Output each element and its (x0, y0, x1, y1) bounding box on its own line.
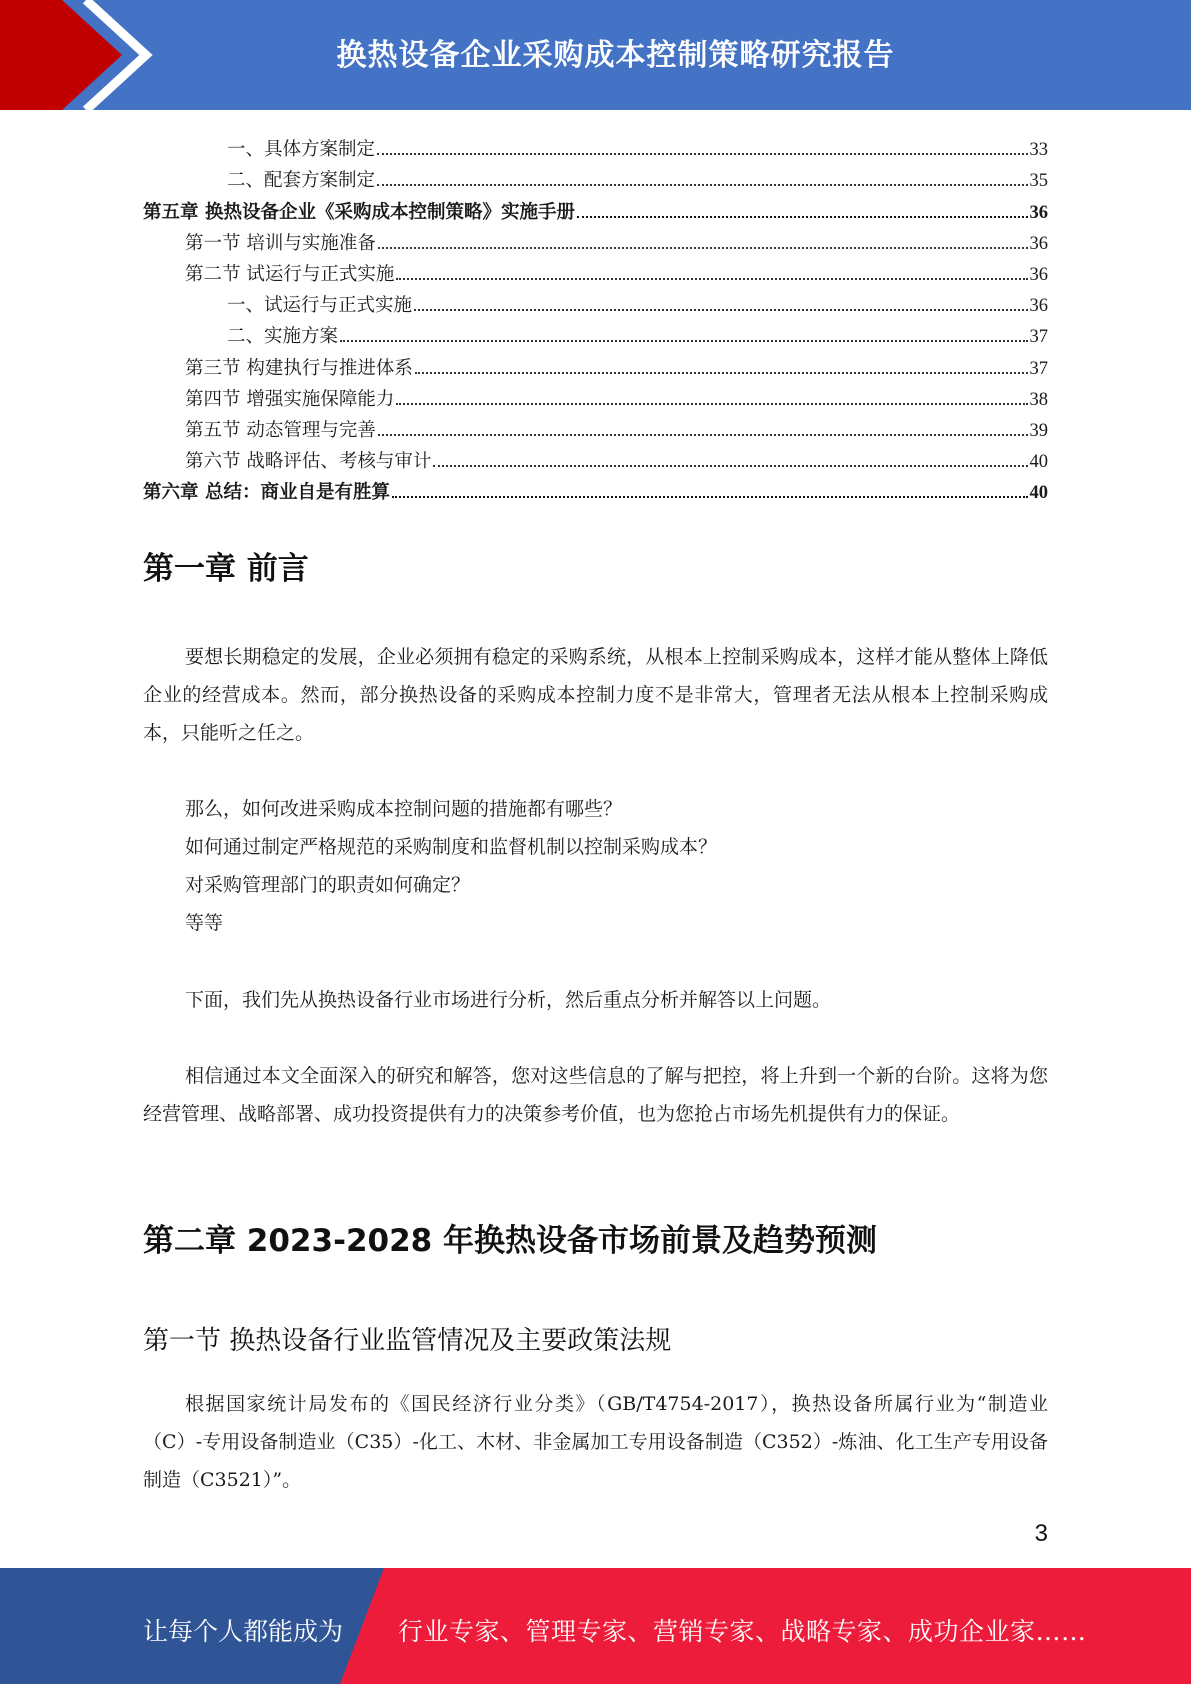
report-title: 换热设备企业采购成本控制策略研究报告 (336, 38, 895, 73)
footer-slogan-left: 让每个人都能成为 (143, 1617, 344, 1646)
toc-entry-title: 第六节 战略评估、考核与审计 (185, 451, 432, 473)
toc-entry[interactable] (143, 411, 1048, 442)
toc-leader (414, 309, 1027, 311)
toc-entry-page: 33 (1029, 140, 1048, 161)
transition-paragraph: 下面，我们先从换热设备行业市场进行分析，然后重点分析并解答以上问题。 (185, 989, 832, 1011)
toc-entry[interactable] (143, 224, 1048, 255)
toc-entry-title: 一、具体方案制定 (227, 139, 376, 161)
closing-paragraph: 相信通过本文全面深入的研究和解答，您对这些信息的了解与把控，将上升到一个新的台阶。这将为您经营管理、战略部署、成功投资提供有力的决策参考价值，也为您抢占市场先机提供有力的保证。 (143, 1065, 1048, 1125)
toc-entry-title: 第五章 换热设备企业《采购成本控制策略》实施手册 (143, 201, 575, 223)
toc-leader (378, 247, 1028, 249)
question-line: 等等 (185, 912, 224, 934)
toc-entry[interactable] (143, 255, 1048, 286)
toc-entry-page: 36 (1029, 202, 1048, 223)
toc-entry-page: 39 (1029, 420, 1048, 441)
toc-entry[interactable] (143, 380, 1048, 411)
toc-entry-page: 37 (1029, 358, 1048, 379)
intro-paragraph: 要想长期稳定的发展，企业必须拥有稳定的采购系统，从根本上控制采购成本，这样才能从整体上降低企业的经营成本。然而，部分换热设备的采购成本控制力度不是非常大，管理者无法从根本上控制采购成本，只能听之任之。 (143, 646, 1048, 744)
toc-leader (415, 372, 1028, 374)
question-line: 那么，如何改进采购成本控制问题的措施都有哪些？ (185, 798, 623, 820)
page-footer (0, 1568, 1191, 1684)
toc-entry[interactable] (143, 161, 1048, 192)
page-header (0, 0, 1191, 110)
toc-entry-title: 一、试运行与正式实施 (227, 295, 413, 317)
toc-leader (433, 465, 1027, 467)
toc-entry[interactable] (143, 442, 1048, 473)
question-line: 对采购管理部门的职责如何确定？ (185, 874, 471, 896)
toc-entry-page: 40 (1029, 483, 1048, 504)
toc-entry[interactable] (143, 348, 1048, 379)
chapter-2-heading: 第二章 2023-2028 年换热设备市场前景及趋势预测 (143, 1223, 878, 1259)
toc-leader (577, 216, 1028, 218)
section-heading: 第一节 换热设备行业监管情况及主要政策法规 (143, 1326, 672, 1356)
toc-entry-title: 第四节 增强实施保障能力 (185, 388, 395, 410)
toc-entry-page: 37 (1029, 327, 1048, 348)
toc-entry-page: 36 (1029, 264, 1048, 285)
toc-entry[interactable] (143, 317, 1048, 348)
table-of-contents (143, 130, 1048, 504)
toc-leader (377, 184, 1027, 186)
toc-entry[interactable] (143, 286, 1048, 317)
toc-entry-page: 35 (1029, 171, 1048, 192)
toc-chapter-entry[interactable] (143, 473, 1048, 504)
toc-leader (396, 403, 1027, 405)
toc-entry-title: 第六章 总结：商业自是有胜算 (143, 482, 390, 504)
toc-leader (396, 278, 1027, 280)
toc-leader (392, 496, 1028, 498)
toc-leader (378, 434, 1028, 436)
toc-leader (340, 340, 1027, 342)
toc-leader (377, 153, 1027, 155)
toc-entry-title: 二、实施方案 (227, 326, 339, 348)
section-paragraph: 根据国家统计局发布的《国民经济行业分类》（GB/T4754-2017），换热设备所属行业为“制造业（C）-专用设备制造业（C35）-化工、木材、非金属加工专用设备制造（C352）-炼油、化工生产专用设备制造（C3521）”。 (143, 1393, 1048, 1491)
page-number: 3 (1034, 1520, 1048, 1547)
toc-entry[interactable] (143, 130, 1048, 161)
toc-entry-title: 二、配套方案制定 (227, 170, 376, 192)
chapter-1-heading: 第一章 前言 (143, 551, 309, 587)
toc-entry-title: 第一节 培训与实施准备 (185, 232, 376, 254)
toc-entry-title: 第二节 试运行与正式实施 (185, 263, 395, 285)
toc-entry-page: 36 (1029, 296, 1048, 317)
toc-entry-page: 36 (1029, 233, 1048, 254)
toc-entry-title: 第三节 构建执行与推进体系 (185, 357, 413, 379)
question-line: 如何通过制定严格规范的采购制度和监督机制以控制采购成本？ (185, 836, 718, 858)
toc-chapter-entry[interactable] (143, 192, 1048, 223)
toc-entry-page: 38 (1029, 389, 1048, 410)
toc-entry-page: 40 (1029, 452, 1048, 473)
footer-slogan-right: 行业专家、管理专家、营销专家、战略专家、成功企业家…… (398, 1617, 1087, 1646)
toc-entry-title: 第五节 动态管理与完善 (185, 419, 376, 441)
